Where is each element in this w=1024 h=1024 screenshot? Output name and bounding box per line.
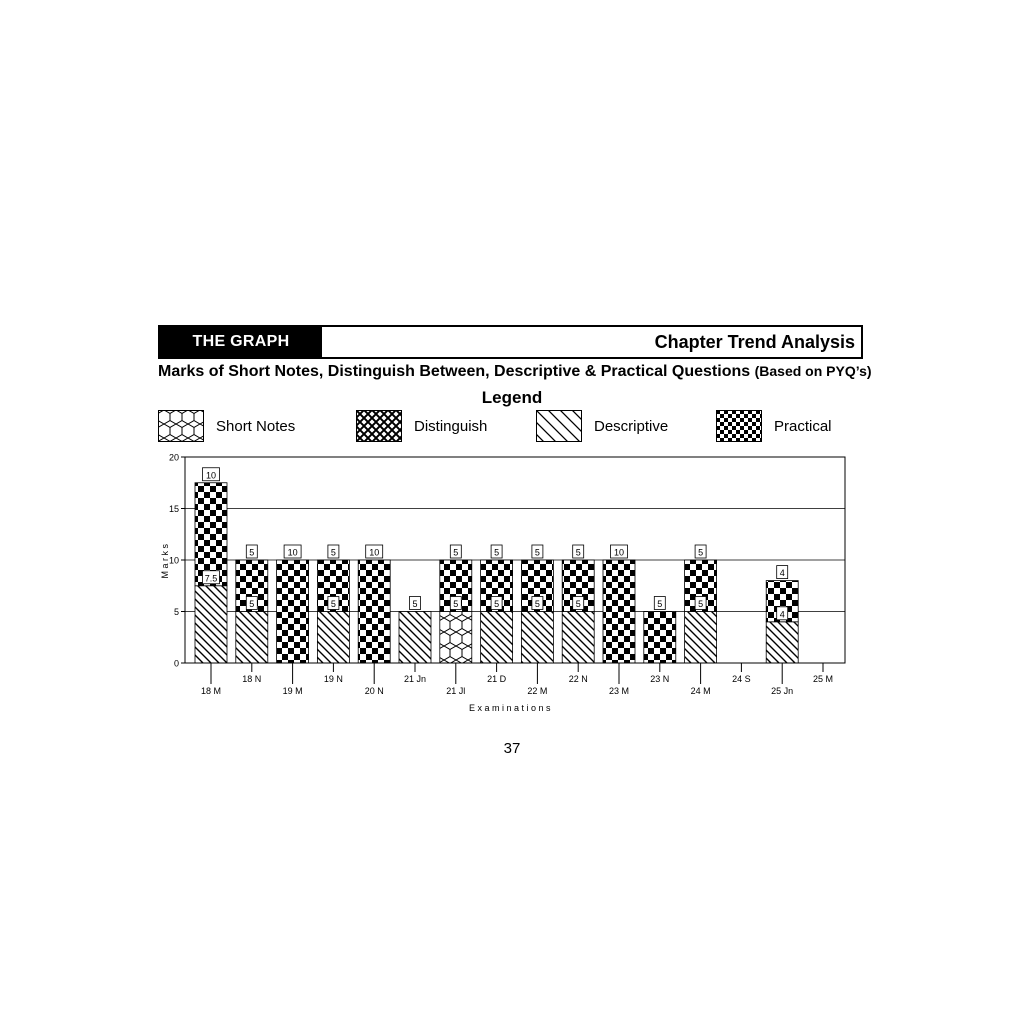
data-label: 5 — [330, 547, 336, 558]
chart-bars — [195, 483, 798, 663]
data-label: 5 — [698, 547, 704, 558]
x-tick-label: 21 Jn — [403, 674, 427, 684]
subtitle-main: Marks of Short Notes, Distinguish Between, Descriptive & Practical Questions — [158, 363, 751, 380]
data-label: 10 — [369, 547, 380, 558]
data-label: 5 — [657, 599, 663, 609]
data-label: 7.5 — [204, 573, 218, 584]
y-tick-label: 5 — [173, 607, 179, 617]
bar-segment — [685, 612, 717, 664]
x-tick-label: 24 M — [690, 686, 711, 696]
page-number: 37 — [503, 740, 521, 757]
x-tick-label: 25 Jn — [771, 686, 794, 696]
data-label: 5 — [453, 547, 459, 558]
diagonal-stripe-pattern-icon — [536, 410, 582, 442]
data-label: 5 — [249, 547, 255, 558]
data-label: 5 — [412, 599, 418, 609]
y-tick-label: 15 — [168, 504, 179, 514]
y-tick-label: 10 — [168, 555, 179, 566]
bar-segment — [277, 560, 309, 663]
legend-label: Descriptive — [594, 417, 669, 435]
data-label: 5 — [698, 599, 704, 609]
stacked-bar-chart — [150, 450, 860, 720]
x-tick-label: 23 N — [650, 674, 670, 684]
legend-title: Legend — [481, 388, 543, 407]
x-tick-label: 22 N — [568, 674, 588, 684]
y-axis-title: Marks — [160, 541, 170, 579]
x-tick-label: 23 M — [608, 686, 630, 696]
checkerboard-pattern-icon — [716, 410, 762, 442]
chart-subtitle — [158, 363, 872, 381]
x-tick-label: 20 N — [364, 686, 384, 696]
legend-label: Practical — [774, 417, 832, 435]
x-tick-label: 22 M — [527, 686, 548, 696]
subtitle-note: (Based on PYQ’s) — [754, 363, 872, 379]
bar-segment — [317, 612, 349, 664]
data-label: 10 — [205, 470, 217, 481]
crosshatch-pattern-icon — [356, 410, 402, 442]
legend-label: Short Notes — [216, 417, 296, 435]
data-label: 5 — [494, 599, 500, 609]
bar-segment — [358, 560, 390, 663]
bar-segment — [195, 483, 227, 586]
x-tick-label: 21 D — [487, 674, 507, 684]
data-label: 5 — [494, 547, 500, 558]
data-label: 5 — [534, 547, 540, 558]
bar-segment — [195, 586, 227, 663]
bar-segment — [481, 612, 513, 664]
data-label: 5 — [249, 599, 255, 609]
x-axis-title: Examinations — [468, 703, 554, 713]
bar-segment — [440, 612, 472, 664]
x-tick-label: 21 Jl — [446, 686, 466, 696]
y-tick-label: 20 — [168, 452, 179, 463]
bar-segment — [399, 612, 431, 664]
data-label: 5 — [575, 547, 581, 558]
honeycomb-pattern-icon — [158, 410, 204, 442]
data-label: 4 — [779, 609, 785, 620]
legend-item-distinguish — [356, 410, 487, 442]
data-label: 10 — [613, 547, 625, 558]
section-tag: THE GRAPH — [160, 327, 322, 357]
legend-item-practical — [716, 410, 832, 442]
bar-segment — [603, 560, 635, 663]
data-label: 5 — [330, 599, 336, 609]
bar-segment — [766, 622, 798, 663]
section-header — [158, 325, 863, 359]
x-tick-label: 19 N — [323, 674, 343, 684]
data-label: 5 — [453, 599, 459, 609]
bar-segment — [236, 612, 268, 664]
bar-segment — [644, 612, 676, 664]
section-title: Chapter Trend Analysis — [654, 331, 855, 352]
bar-segment — [562, 612, 594, 664]
legend-item-descriptive — [536, 410, 668, 442]
x-tick-label: 18 N — [242, 674, 262, 684]
x-tick-label: 25 M — [812, 674, 834, 684]
x-tick-label: 18 M — [200, 686, 222, 696]
x-tick-label: 19 M — [282, 686, 303, 696]
bar-segment — [521, 612, 553, 664]
x-tick-label: 24 S — [732, 674, 751, 684]
data-label: 4 — [779, 568, 785, 579]
legend-item-short-notes — [158, 410, 295, 442]
data-label: 5 — [534, 599, 540, 609]
data-label: 5 — [575, 599, 581, 609]
data-label: 10 — [287, 547, 298, 558]
y-tick-label: 0 — [173, 658, 179, 669]
legend-label: Distinguish — [414, 417, 488, 435]
